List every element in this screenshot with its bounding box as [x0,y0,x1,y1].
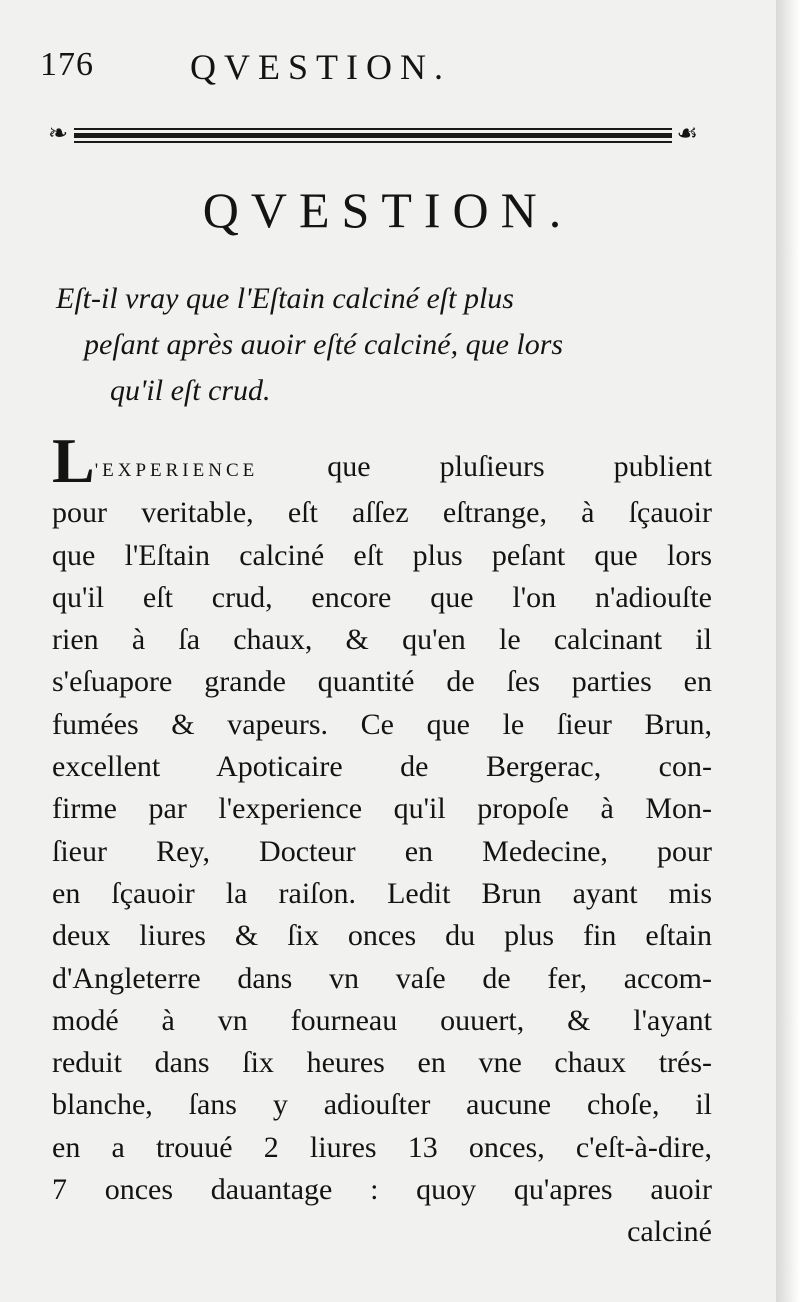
page-gutter [776,0,800,1302]
body-line: firme par l'experience qu'il propoſe à Mon- [52,792,712,826]
body-line: modé à vn fourneau ouuert, & l'ayant [52,1003,712,1037]
rule-line [74,141,672,143]
body-line: que l'Eſtain calciné eſt plus peſant que lors [52,538,712,572]
body-text [52,425,712,1254]
question-heading [56,276,706,414]
question-line: peſant après auoir eſté calciné, que lors [84,328,564,361]
body-line: ſieur Rey, Docteur en Medecine, pour [52,834,712,868]
chapter-title: QVESTION. [202,182,574,238]
drop-cap: L [52,425,95,496]
body-line: excellent Apoticaire de Bergerac, con- [52,750,712,784]
body-line: deux liures & ſix onces du plus fin eſtain [52,919,712,953]
question-line: Eſt-il vray que l'Eſtain calciné eſt plus [56,282,514,315]
body-line: fumées & vapeurs. Ce que le ſieur Brun, [52,707,712,741]
first-line-text: que pluſieurs publient [258,450,712,483]
body-line: d'Angleterre dans vn vaſe de fer, accom- [52,961,712,995]
question-line: qu'il eſt crud. [110,374,271,407]
body-line: blanche, ſans y adiouſter aucune choſe, il [52,1088,712,1122]
body-line: pour veritable, eſt aſſez eſtrange, à ſçauoir [52,496,712,530]
fleuron-right-icon: ☙ [676,121,698,147]
body-line: reduit dans ſix heures en vne chaux trés- [52,1046,712,1080]
rule-line [74,133,672,138]
body-line: rien à ſa chaux, & qu'en le calcinant il [52,623,712,657]
running-title: QVESTION. [190,47,451,87]
body-first-line [52,425,712,496]
page-number: 176 [40,46,94,83]
catchword: calciné [627,1215,712,1249]
small-caps-word: 'EXPERIENCE [94,460,259,481]
running-head [40,46,740,90]
body-line: en ſçauoir la raiſon. Ledit Brun ayant mis [52,876,712,910]
rule-line [74,128,672,130]
body-line: en a trouué 2 liures 13 onces, c'eſt-à-dire, [52,1130,712,1164]
body-line: s'eſuapore grande quantité de ſes parties en [52,665,712,699]
fleuron-left-icon: ❧ [48,121,69,147]
body-line: qu'il eſt crud, encore que l'on n'adiouſte [52,580,712,614]
ornamental-rule [48,121,698,148]
body-line: 7 onces dauantage : quoy qu'apres auoir [52,1173,712,1207]
